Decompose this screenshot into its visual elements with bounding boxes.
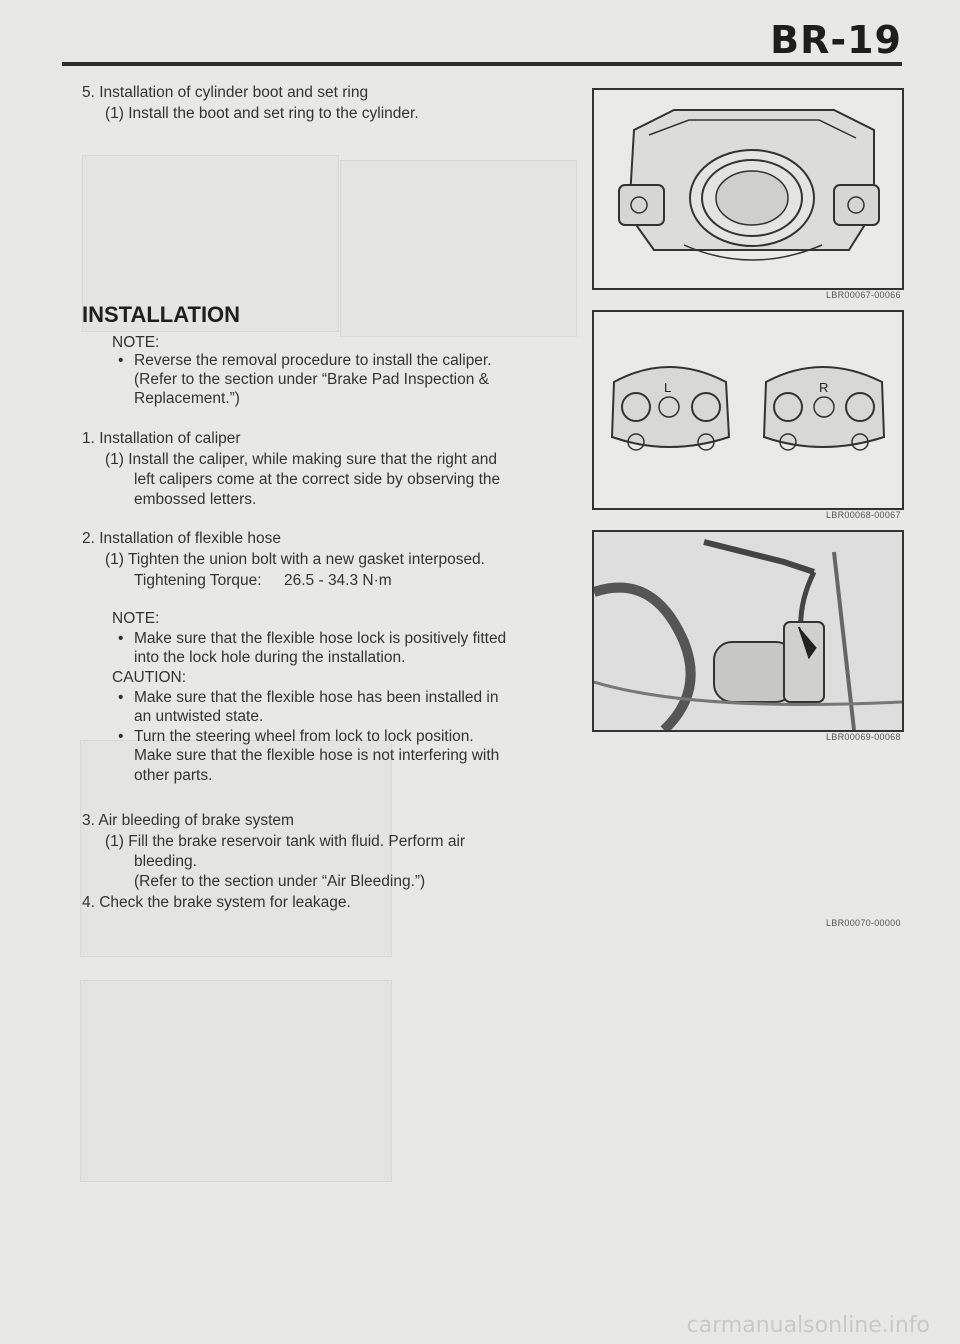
item3-title: 3. Air bleeding of brake system <box>82 812 294 829</box>
caution-bullet2-line3: other parts. <box>134 767 213 784</box>
note2-label: NOTE: <box>112 610 160 627</box>
footer-watermark: carmanualsonline.info <box>686 1313 930 1338</box>
caution-bullet2-line2: Make sure that the flexible hose is not interfering with <box>134 747 500 764</box>
note-bullet-line3: Replacement.”) <box>134 390 240 407</box>
flexible-hose-illustration <box>594 532 902 730</box>
note-label: NOTE: <box>112 334 160 351</box>
caution-bullet1-line1: • Make sure that the flexible hose has been installed in <box>134 688 498 708</box>
item1-line3: embossed letters. <box>134 491 257 508</box>
item1-title: 1. Installation of caliper <box>82 430 241 447</box>
figure-cylinder-boot <box>592 88 904 290</box>
caution-bullet2-line1: • Turn the steering wheel from lock to lock position. <box>134 727 474 747</box>
item2-title: 2. Installation of flexible hose <box>82 530 282 547</box>
item4-title: 4. Check the brake system for leakage. <box>82 894 351 911</box>
note-bullet-line1: • Reverse the removal procedure to install the caliper. <box>134 351 492 371</box>
item1-line1: (1) Install the caliper, while making sure that the right and <box>105 451 498 468</box>
note2-bullet-line1: • Make sure that the flexible hose lock is positively fitted <box>134 629 506 649</box>
section5-title: 5. Installation of cylinder boot and set ring <box>82 84 369 101</box>
caution-label: CAUTION: <box>112 669 187 686</box>
figure-calipers-lr <box>592 310 904 510</box>
item3-line1: (1) Fill the brake reservoir tank with fluid. Perform air <box>105 833 466 850</box>
section5-step1: (1) Install the boot and set ring to the cylinder. <box>105 105 419 122</box>
item1-line2: left calipers come at the correct side by observing the <box>134 471 501 488</box>
figure-flexible-hose <box>592 530 904 732</box>
item2-line1: (1) Tighten the union bolt with a new gasket interposed. <box>105 551 485 568</box>
torque-value: 26.5 - 34.3 N·m <box>284 572 392 589</box>
ghost-panel-4 <box>80 980 392 1182</box>
figure1-code: LBR00067-00066 <box>826 290 901 300</box>
page-number: BR-19 <box>770 18 902 62</box>
right-caliper <box>764 367 884 450</box>
left-caliper <box>612 367 729 450</box>
figure4-code: LBR00070-00000 <box>826 918 901 928</box>
note2-bullet-line2: into the lock hole during the installation. <box>134 649 406 666</box>
item3-line2: bleeding. <box>134 853 197 870</box>
caution-bullet1-line2: an untwisted state. <box>134 708 264 725</box>
calipers-lr-illustration <box>594 312 902 508</box>
figure2-code: LBR00068-00067 <box>826 510 901 520</box>
note-bullet-line2: (Refer to the section under “Brake Pad Inspection & <box>134 371 489 388</box>
header-rule <box>62 62 902 66</box>
installation-heading: INSTALLATION <box>82 302 241 327</box>
ghost-panel-2 <box>340 160 577 337</box>
item3-line3: (Refer to the section under “Air Bleeding.”) <box>134 873 426 890</box>
right-caliper-label: R <box>819 380 829 395</box>
left-caliper-label: L <box>664 380 672 395</box>
figure3-code: LBR00069-00068 <box>826 732 901 742</box>
torque-label: Tightening Torque: <box>134 572 262 589</box>
page-header <box>0 0 960 70</box>
cylinder-boot-illustration <box>594 90 902 288</box>
